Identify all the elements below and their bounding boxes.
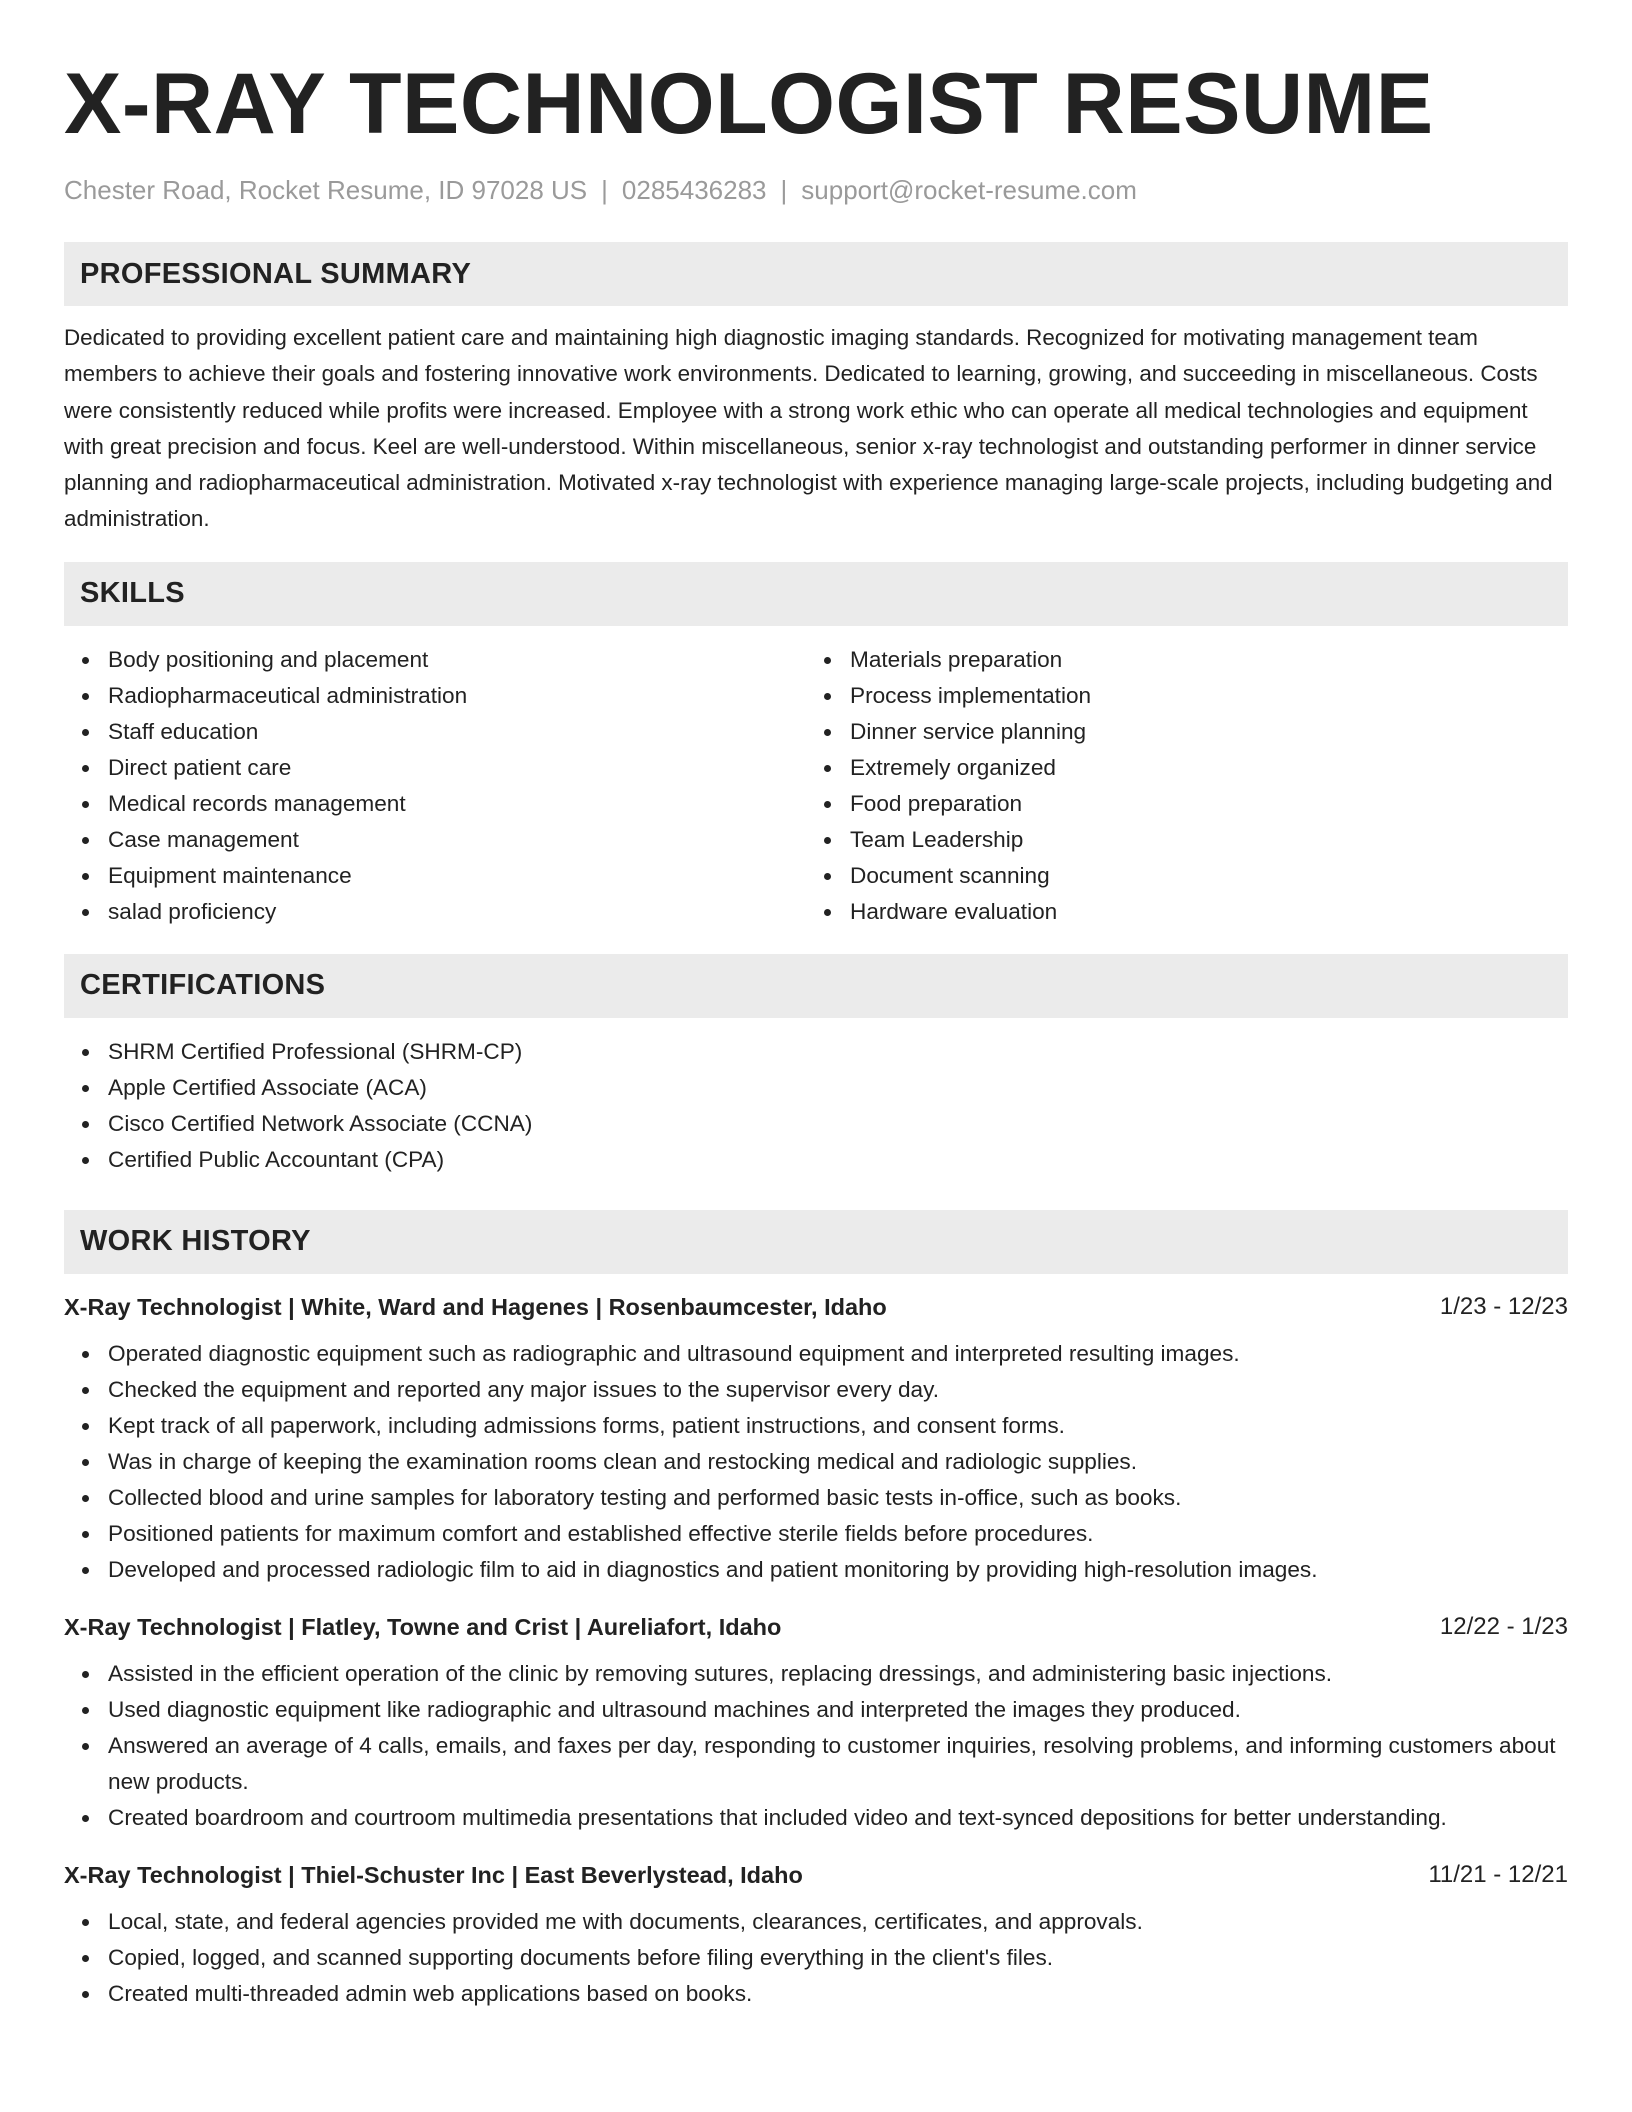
certification-item: Apple Certified Associate (ACA) xyxy=(108,1070,1568,1106)
job-bullet: Developed and processed radiologic film to aid in diagnostics and patient monitoring by providing high-resolution images. xyxy=(108,1552,1568,1588)
job-bullets xyxy=(64,1336,1568,1588)
job-bullet: Assisted in the efficient operation of the clinic by removing sutures, replacing dressings, and administering basic injections. xyxy=(108,1656,1568,1692)
job-bullet: Copied, logged, and scanned supporting documents before filing everything in the client's files. xyxy=(108,1940,1568,1976)
job-title: X-Ray Technologist | Flatley, Towne and Crist | Aureliafort, Idaho xyxy=(64,1613,782,1640)
skill-item: Materials preparation xyxy=(850,642,1548,678)
skill-item: Team Leadership xyxy=(850,822,1548,858)
certification-item: Certified Public Accountant (CPA) xyxy=(108,1142,1568,1178)
job-header xyxy=(64,1292,1568,1322)
job-bullet: Kept track of all paperwork, including admissions forms, patient instructions, and consent forms. xyxy=(108,1408,1568,1444)
contact-phone: 0285436283 xyxy=(621,175,767,205)
job-bullet: Was in charge of keeping the examination rooms clean and restocking medical and radiologic supplies. xyxy=(108,1444,1568,1480)
contact-email: support@rocket-resume.com xyxy=(801,175,1137,205)
certification-item: SHRM Certified Professional (SHRM-CP) xyxy=(108,1034,1568,1070)
skill-item: Food preparation xyxy=(850,786,1548,822)
job-title: X-Ray Technologist | Thiel-Schuster Inc | East Beverlystead, Idaho xyxy=(64,1861,803,1888)
skill-item: Document scanning xyxy=(850,858,1548,894)
skill-item: Equipment maintenance xyxy=(108,858,806,894)
job-header xyxy=(64,1612,1568,1642)
skills-column-right xyxy=(806,642,1548,930)
job-bullet: Created boardroom and courtroom multimedia presentations that included video and text-synced depositions for better understanding. xyxy=(108,1800,1568,1836)
job-header xyxy=(64,1860,1568,1890)
skill-item: Extremely organized xyxy=(850,750,1548,786)
certifications-list xyxy=(64,1034,1568,1178)
skill-item: Direct patient care xyxy=(108,750,806,786)
job-bullet: Answered an average of 4 calls, emails, and faxes per day, responding to customer inquiries, resolving problems, and informing customers about new products. xyxy=(108,1728,1568,1800)
resume-page xyxy=(64,0,1568,2012)
job-dates: 1/23 - 12/23 xyxy=(1439,1292,1568,1320)
job-bullets xyxy=(64,1904,1568,2012)
skills-column-left xyxy=(64,642,806,930)
contact-separator: | xyxy=(601,175,608,205)
contact-address: Chester Road, Rocket Resume, ID 97028 US xyxy=(64,175,588,205)
section-header-certifications: CERTIFICATIONS xyxy=(64,954,1568,1018)
job-entry xyxy=(64,1860,1568,2012)
section-header-summary: PROFESSIONAL SUMMARY xyxy=(64,242,1568,306)
job-bullet: Used diagnostic equipment like radiographic and ultrasound machines and interpreted the images they produced. xyxy=(108,1692,1568,1728)
job-entry xyxy=(64,1612,1568,1836)
job-bullet: Operated diagnostic equipment such as radiographic and ultrasound equipment and interpreted resulting images. xyxy=(108,1336,1568,1372)
skill-item: Body positioning and placement xyxy=(108,642,806,678)
skill-item: Radiopharmaceutical administration xyxy=(108,678,806,714)
contact-line xyxy=(64,174,1568,206)
contact-separator: | xyxy=(780,175,788,205)
job-dates: 12/22 - 1/23 xyxy=(1439,1612,1568,1640)
job-dates: 11/21 - 12/21 xyxy=(1428,1860,1568,1888)
job-bullet: Positioned patients for maximum comfort and established effective sterile fields before procedures. xyxy=(108,1516,1568,1552)
skill-item: Hardware evaluation xyxy=(850,894,1548,930)
skill-item: Case management xyxy=(108,822,806,858)
skill-item: Process implementation xyxy=(850,678,1548,714)
job-bullet: Checked the equipment and reported any major issues to the supervisor every day. xyxy=(108,1372,1568,1408)
certification-item: Cisco Certified Network Associate (CCNA) xyxy=(108,1106,1568,1142)
skill-item: salad proficiency xyxy=(108,894,806,930)
job-bullet: Collected blood and urine samples for laboratory testing and performed basic tests in-office, such as books. xyxy=(108,1480,1568,1516)
summary-text: Dedicated to providing excellent patient care and maintaining high diagnostic imaging standards. Recognized for motivating management team members to achieve their goals and fostering innovative work environments. Dedicated to learning, growing, and succeeding in miscellaneous. Costs were consistently reduced while profits were increased. Employee with a strong work ethic who can operate all medical technologies and equipment with great precision and focus. Keel are well-understood. Within miscellaneous, senior x-ray technologist and outstanding performer in dinner service planning and radiopharmaceutical administration. Motivated x-ray technologist with experience managing large-scale projects, including budgeting and administration. xyxy=(64,325,1553,532)
job-bullet: Local, state, and federal agencies provided me with documents, clearances, certificates, and approvals. xyxy=(108,1904,1568,1940)
job-title: X-Ray Technologist | White, Ward and Hagenes | Rosenbaumcester, Idaho xyxy=(64,1293,887,1320)
job-bullet: Created multi-threaded admin web applications based on books. xyxy=(108,1976,1568,2012)
job-bullets xyxy=(64,1656,1568,1836)
job-entry xyxy=(64,1292,1568,1588)
skills-grid xyxy=(64,642,1568,930)
skill-item: Medical records management xyxy=(108,786,806,822)
section-header-work-history: WORK HISTORY xyxy=(64,1210,1568,1274)
section-header-skills: SKILLS xyxy=(64,562,1568,626)
skill-item: Dinner service planning xyxy=(850,714,1548,750)
skill-item: Staff education xyxy=(108,714,806,750)
resume-title: X-RAY TECHNOLOGIST RESUME xyxy=(64,56,1434,152)
